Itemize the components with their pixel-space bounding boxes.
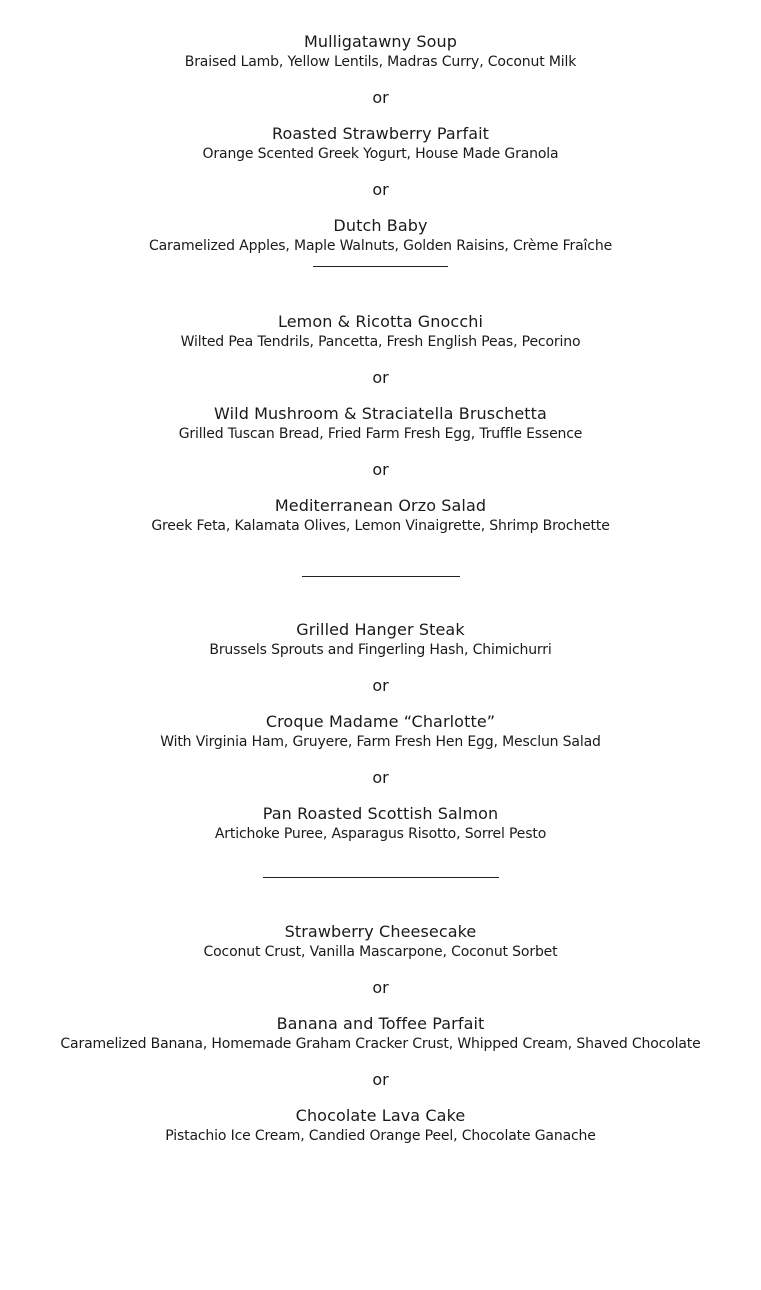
dish: [0, 1106, 761, 1146]
section-divider: [313, 266, 448, 267]
dish: [0, 32, 761, 72]
dish-name: Pan Roasted Scottish Salmon: [262, 804, 499, 823]
dish-name: Croque Madame “Charlotte”: [265, 712, 496, 731]
or-separator: or: [372, 978, 389, 997]
or-separator: or: [372, 88, 389, 107]
or-separator: or: [372, 460, 389, 479]
dish-description: Artichoke Puree, Asparagus Risotto, Sorrel Pesto: [214, 826, 547, 842]
dish-description: Grilled Tuscan Bread, Fried Farm Fresh Egg, Truffle Essence: [178, 426, 583, 442]
dish-name: Chocolate Lava Cake: [295, 1106, 466, 1125]
dish-description: With Virginia Ham, Gruyere, Farm Fresh Hen Egg, Mesclun Salad: [160, 734, 601, 750]
dish-description: Coconut Crust, Vanilla Mascarpone, Coconut Sorbet: [203, 944, 558, 960]
dish-description: Pistachio Ice Cream, Candied Orange Peel, Chocolate Ganache: [165, 1128, 596, 1144]
dish: [0, 922, 761, 962]
dish: [0, 496, 761, 536]
dish: [0, 404, 761, 444]
dish-description: Braised Lamb, Yellow Lentils, Madras Curry, Coconut Milk: [184, 54, 577, 70]
dish-name: Lemon & Ricotta Gnocchi: [277, 312, 484, 331]
menu-section-mains: [0, 620, 761, 844]
dish-description: Caramelized Apples, Maple Walnuts, Golden Raisins, Crème Fraîche: [148, 238, 613, 254]
dish-name: Strawberry Cheesecake: [284, 922, 477, 941]
dish-name: Dutch Baby: [333, 216, 428, 235]
menu: [0, 32, 761, 1146]
dish-name: Banana and Toffee Parfait: [276, 1014, 485, 1033]
dish-description: Caramelized Banana, Homemade Graham Cracker Crust, Whipped Cream, Shaved Chocolate: [60, 1036, 701, 1052]
dish: [0, 712, 761, 752]
menu-section-desserts: [0, 922, 761, 1146]
dish-name: Mulligatawny Soup: [303, 32, 458, 51]
dish-description: Brussels Sprouts and Fingerling Hash, Chimichurri: [209, 642, 552, 658]
dish: [0, 124, 761, 164]
dish-name: Mediterranean Orzo Salad: [274, 496, 487, 515]
or-separator: or: [372, 768, 389, 787]
dish: [0, 1014, 761, 1054]
dish-name: Wild Mushroom & Straciatella Bruschetta: [214, 404, 547, 423]
dish-description: Orange Scented Greek Yogurt, House Made Granola: [202, 146, 559, 162]
menu-section-starters: [0, 312, 761, 536]
dish: [0, 620, 761, 660]
dish-description: Greek Feta, Kalamata Olives, Lemon Vinaigrette, Shrimp Brochette: [151, 518, 610, 534]
dish: [0, 216, 761, 256]
or-separator: or: [372, 676, 389, 695]
or-separator: or: [372, 180, 389, 199]
menu-section-breakfast: [0, 32, 761, 256]
or-separator: or: [372, 368, 389, 387]
dish-name: Roasted Strawberry Parfait: [271, 124, 490, 143]
dish-name: Grilled Hanger Steak: [296, 620, 465, 639]
dish: [0, 312, 761, 352]
section-divider: [302, 576, 460, 577]
dish-description: Wilted Pea Tendrils, Pancetta, Fresh English Peas, Pecorino: [180, 334, 581, 350]
section-divider: [263, 877, 499, 878]
or-separator: or: [372, 1070, 389, 1089]
dish: [0, 804, 761, 844]
